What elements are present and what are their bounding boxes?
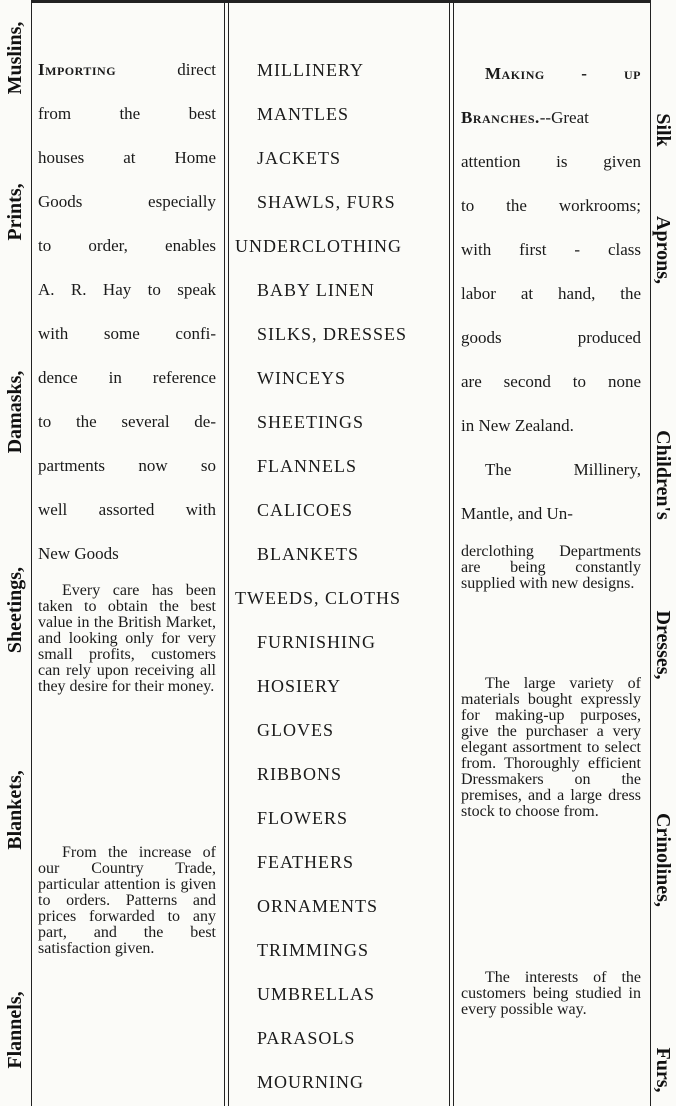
text-line: with some confi- — [38, 324, 216, 343]
paragraph: derclothing Departments are being constantly supplied with new designs. — [461, 543, 641, 592]
department-item: GLOVES — [257, 720, 334, 740]
department-item: FEATHERS — [257, 852, 355, 872]
column-rule — [224, 0, 225, 1106]
department-item: UNDERCLOTHING — [235, 236, 402, 256]
margin-word: Crinolines, — [652, 813, 674, 907]
paragraph: From the increase of our Country Trade, particular attention is given to orders. Patterns and prices forwarded to any part, and the best satisfaction given. — [38, 844, 216, 957]
text-line: in New Zealand. — [461, 416, 574, 435]
department-item: JACKETS — [257, 148, 342, 168]
top-rule — [31, 0, 651, 3]
margin-word: Children's — [652, 430, 674, 520]
department-item: PARASOLS — [257, 1028, 356, 1048]
department-item: CALICOES — [257, 500, 354, 520]
department-item: TWEEDS, CLOTHS — [235, 588, 401, 608]
text-line: A. R. Hay to speak — [38, 280, 216, 299]
column-rule — [228, 0, 229, 1106]
paragraph: The large variety of materials bought expressly for making-up purposes, give the purchaser a very elegant assortment to select from. Thoroughly efficient Dressmakers on the premises, and a large dress stock to choose from. — [461, 675, 641, 820]
text-line: partments now so — [38, 456, 216, 475]
department-item: FURNISHING — [257, 632, 377, 652]
column-rule — [31, 0, 32, 1106]
text-line: Mantle, and Un- — [461, 504, 573, 523]
department-item: BLANKETS — [257, 544, 359, 564]
text-line: Goods especially — [38, 192, 216, 211]
department-item: TRIMMINGS — [257, 940, 370, 960]
text-line: New Goods — [38, 544, 119, 563]
department-item: RIBBONS — [257, 764, 343, 784]
department-item: MILLINERY — [257, 60, 364, 80]
text-line: Branches.--Great — [461, 108, 589, 127]
text-line: with first - class — [461, 240, 641, 259]
margin-word: Furs, — [652, 1047, 674, 1093]
department-item: BABY LINEN — [257, 280, 375, 300]
department-item: UMBRELLAS — [257, 984, 376, 1004]
text-line: to order, enables — [38, 236, 216, 255]
text-line: to the several de- — [38, 412, 216, 431]
margin-word: Silk — [652, 113, 674, 147]
text-line: goods produced — [461, 328, 641, 347]
margin-word: Aprons, — [652, 216, 674, 284]
margin-word: Dresses, — [652, 610, 674, 680]
margin-word: Muslins, — [4, 21, 26, 95]
text-line: to the workrooms; — [461, 196, 641, 215]
department-item: FLANNELS — [257, 456, 358, 476]
department-item: MANTLES — [257, 104, 349, 124]
text-line: dence in reference — [38, 368, 216, 387]
margin-word: Damasks, — [4, 370, 26, 454]
department-item: MOURNING — [257, 1072, 364, 1092]
paragraph: Every care has been taken to obtain the best value in the British Market, and looking only for very small profits, customers can rely upon receiving all they desire for their money. — [38, 582, 216, 695]
margin-word: Prints, — [4, 183, 26, 241]
lead-word: Importing — [38, 60, 117, 79]
text-line: Importing direct — [38, 60, 216, 79]
department-item: FLOWERS — [257, 808, 349, 828]
department-item: ORNAMENTS — [257, 896, 379, 916]
department-item: SILKS, DRESSES — [257, 324, 408, 344]
text-line: The Millinery, — [485, 460, 641, 479]
margin-word: Blankets, — [4, 770, 26, 850]
text-line: are second to none — [461, 372, 641, 391]
margin-word: Flannels, — [4, 991, 26, 1069]
text-line: well assorted with — [38, 500, 216, 519]
text-line: houses at Home — [38, 148, 216, 167]
department-item: WINCEYS — [257, 368, 346, 388]
section-heading: Making - up — [485, 64, 641, 83]
text-line: from the best — [38, 104, 216, 123]
department-item: SHAWLS, FURS — [257, 192, 396, 212]
department-item: SHEETINGS — [257, 412, 364, 432]
paragraph: The interests of the customers being studied in every possible way. — [461, 969, 641, 1018]
text-line: attention is given — [461, 152, 641, 171]
text-line: labor at hand, the — [461, 284, 641, 303]
department-item: HOSIERY — [257, 676, 342, 696]
column-rule — [650, 0, 651, 1106]
margin-word: Sheetings, — [4, 566, 26, 654]
